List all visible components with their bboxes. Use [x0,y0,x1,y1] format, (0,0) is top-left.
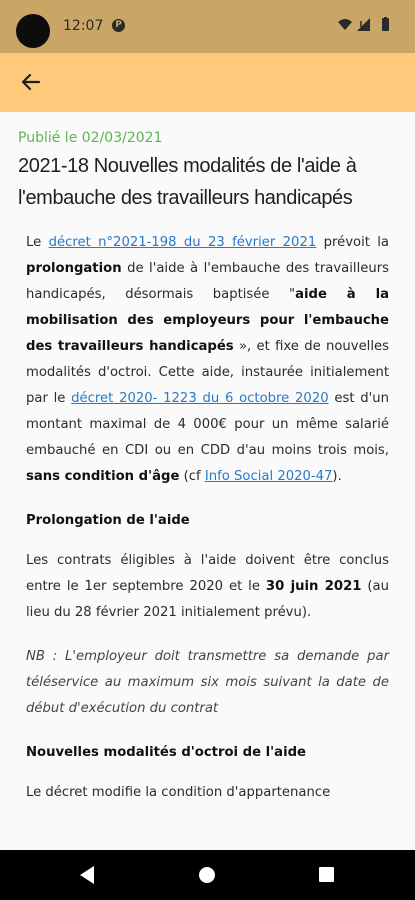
section-heading-modalites: Nouvelles modalités d'octroi de l'aide [26,745,306,760]
article-title: 2021-18 Nouvelles modalités de l'aide à l'embauche des travailleurs handicapés [18,155,357,209]
paragraph-3: Le décret modifie la condition d'appartenance [26,785,331,800]
decree-2021-198-link[interactable]: décret n°2021-198 du 23 février 2021 [48,235,317,250]
nb-note: NB : L'employeur doit transmettre sa demande par téléservice au maximum six mois suivant la date de début d'exécution du contrat [26,649,389,716]
section-heading-prolongation: Prolongation de l'aide [26,513,190,528]
info-social-2020-47-link[interactable]: Info Social 2020-47 [204,469,333,484]
app-bar [0,53,415,112]
notification-icon: P [112,19,125,32]
paragraph-1: Le décret n°2021-198 du 23 février 2021 prévoit la prolongation de l'aide à l'embauche des travailleurs handicapés, désormais baptisée "aide à la mobilisation des employeurs pour l'embauche des travailleurs handicapés », et fixe de nouvelles modalités d'octroi. Cette aide, instaurée initialement par le décret 2020- 1223 du 6 octobre 2020 est d'un montant maximal de 4 000€ pour un même salarié embauché en CDI ou en CDD d'au moins trois mois, sans condition d'âge (cf Info Social 2020-47). [26,235,390,484]
article-content[interactable] [0,112,415,850]
signal-icon [357,18,370,31]
decree-2020-1223-link[interactable]: décret 2020- 1223 du 6 octobre 2020 [71,391,329,406]
system-status-icons [337,17,395,33]
nav-home-icon[interactable] [199,867,215,883]
wifi-icon [338,19,352,30]
back-arrow-icon[interactable] [19,70,43,94]
status-bar [0,0,415,53]
navigation-bar [0,850,415,900]
status-time: 12:07 [63,18,104,34]
article-body [26,230,389,824]
nav-recents-icon[interactable] [319,867,334,882]
camera-cutout [16,14,50,48]
published-date: Publié le 02/03/2021 [18,130,163,146]
nav-back-icon[interactable] [78,865,96,885]
battery-icon [382,18,389,31]
paragraph-2: Les contrats éligibles à l'aide doivent être conclus entre le 1er septembre 2020 et le 30 juin 2021 (au lieu du 28 février 2021 initialement prévu). [26,553,389,620]
